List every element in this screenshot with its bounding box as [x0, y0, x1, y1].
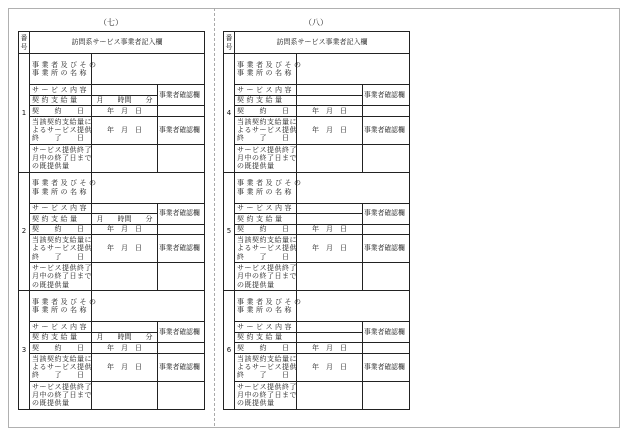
ended-amount-confirm-field[interactable] — [158, 144, 205, 172]
entry-date-row — [224, 106, 410, 117]
entry-ended-row — [19, 263, 205, 291]
entry-ended-row — [224, 263, 410, 291]
service-content-field[interactable] — [92, 322, 158, 333]
label-provider-name: 事業者及びその 事業所の名称 — [235, 54, 297, 85]
entry-name-row — [224, 291, 410, 322]
confirm-label: 事業者確認欄 — [158, 203, 205, 224]
header-bango: 番 号 — [19, 32, 30, 54]
label-service-content: サービス内容 — [235, 203, 297, 214]
confirm-label: 事業者確認欄 — [158, 353, 205, 381]
label-provider-name: 事業者及びその 事業所の名称 — [30, 291, 92, 322]
contract-date-value[interactable]: 年 月 日 — [297, 343, 363, 354]
entry-provided-row — [19, 235, 205, 263]
label-contract-date: 契 約 日 — [235, 343, 297, 354]
provider-name-field[interactable] — [297, 54, 410, 85]
label-ended-amount: サービス提供終了 月中の終了日まで の既提供量 — [30, 263, 92, 291]
entry-date-row — [19, 106, 205, 117]
confirm-label: 事業者確認欄 — [363, 353, 410, 381]
label-ended-amount: サービス提供終了 月中の終了日まで の既提供量 — [30, 381, 92, 409]
label-contract-date: 契 約 日 — [30, 224, 92, 235]
label-provider-name: 事業者及びその 事業所の名称 — [30, 172, 92, 203]
contract-amount-value[interactable] — [297, 214, 363, 225]
entry-ended-row — [19, 381, 205, 409]
label-service-content: サービス内容 — [30, 203, 92, 214]
label-service-content: サービス内容 — [235, 322, 297, 333]
header-title: 訪問系サービス事業者記入欄 — [30, 32, 205, 54]
contract-date-value[interactable]: 年 月 日 — [297, 106, 363, 117]
service-content-field[interactable] — [297, 322, 363, 333]
label-service-content: サービス内容 — [235, 85, 297, 96]
entry-provided-row — [19, 353, 205, 381]
entry-index: 3 — [19, 291, 30, 410]
entry-ended-row — [19, 144, 205, 172]
service-content-field[interactable] — [297, 85, 363, 96]
label-contract-amount: 契約支給量 — [235, 95, 297, 106]
provider-entry-table — [223, 31, 410, 410]
provided-end-date-value[interactable]: 年 月 日 — [297, 235, 363, 263]
contract-amount-value[interactable] — [297, 95, 363, 106]
confirm-label: 事業者確認欄 — [158, 85, 205, 106]
ended-amount-confirm-field[interactable] — [158, 263, 205, 291]
label-provided-end: 当該契約支給量に よるサービス提供 終 了 日 — [30, 116, 92, 144]
confirm-label: 事業者確認欄 — [158, 322, 205, 343]
entry-service-row — [224, 203, 410, 214]
entry-service-row — [19, 322, 205, 333]
provided-end-date-value[interactable]: 年 月 日 — [92, 116, 158, 144]
entry-provided-row — [224, 116, 410, 144]
label-contract-amount: 契約支給量 — [235, 332, 297, 343]
entry-name-row — [19, 54, 205, 85]
ended-amount-confirm-field[interactable] — [363, 263, 410, 291]
label-ended-amount: サービス提供終了 月中の終了日まで の既提供量 — [235, 381, 297, 409]
ended-amount-confirm-field[interactable] — [158, 381, 205, 409]
label-contract-date: 契 約 日 — [235, 224, 297, 235]
entry-date-row — [19, 343, 205, 354]
confirm-label: 事業者確認欄 — [363, 322, 410, 343]
label-provider-name: 事業者及びその 事業所の名称 — [235, 291, 297, 322]
contract-date-confirm-field[interactable] — [158, 106, 205, 117]
entry-provided-row — [19, 116, 205, 144]
ended-amount-field[interactable] — [92, 381, 158, 409]
confirm-label: 事業者確認欄 — [158, 235, 205, 263]
ended-amount-field[interactable] — [297, 381, 363, 409]
entry-index: 1 — [19, 54, 30, 173]
contract-amount-value[interactable]: 月 時間 分 — [92, 332, 158, 343]
label-provided-end: 当該契約支給量に よるサービス提供 終 了 日 — [235, 353, 297, 381]
table-header-row — [224, 32, 410, 54]
header-title: 訪問系サービス事業者記入欄 — [235, 32, 410, 54]
ended-amount-confirm-field[interactable] — [363, 144, 410, 172]
provider-name-field[interactable] — [92, 54, 205, 85]
label-ended-amount: サービス提供終了 月中の終了日まで の既提供量 — [30, 144, 92, 172]
service-content-field[interactable] — [92, 203, 158, 214]
confirm-label: 事業者確認欄 — [363, 235, 410, 263]
contract-date-confirm-field[interactable] — [363, 106, 410, 117]
label-contract-amount: 契約支給量 — [30, 95, 92, 106]
label-provided-end: 当該契約支給量に よるサービス提供 終 了 日 — [30, 353, 92, 381]
provider-name-field[interactable] — [297, 291, 410, 322]
entry-provided-row — [224, 353, 410, 381]
provided-end-date-value[interactable]: 年 月 日 — [297, 116, 363, 144]
entry-service-row — [224, 322, 410, 333]
service-content-field[interactable] — [92, 85, 158, 96]
confirm-label: 事業者確認欄 — [158, 116, 205, 144]
label-service-content: サービス内容 — [30, 322, 92, 333]
entry-service-row — [19, 203, 205, 214]
provider-name-field[interactable] — [92, 172, 205, 203]
ended-amount-field[interactable] — [297, 263, 363, 291]
provider-entry-table — [18, 31, 205, 410]
contract-date-value[interactable]: 年 月 日 — [92, 343, 158, 354]
label-provided-end: 当該契約支給量に よるサービス提供 終 了 日 — [235, 116, 297, 144]
entry-date-row — [224, 224, 410, 235]
label-contract-amount: 契約支給量 — [235, 214, 297, 225]
entry-name-row — [224, 54, 410, 85]
entry-index: 2 — [19, 172, 30, 291]
confirm-label: 事業者確認欄 — [363, 85, 410, 106]
column-number: （七） — [99, 18, 123, 27]
contract-date-confirm-field[interactable] — [363, 224, 410, 235]
contract-amount-value[interactable]: 月 時間 分 — [92, 95, 158, 106]
page-divider — [214, 8, 215, 426]
entry-ended-row — [224, 381, 410, 409]
ended-amount-field[interactable] — [297, 144, 363, 172]
entry-provided-row — [224, 235, 410, 263]
label-service-content: サービス内容 — [30, 85, 92, 96]
contract-date-value[interactable]: 年 月 日 — [92, 106, 158, 117]
provider-name-field[interactable] — [297, 172, 410, 203]
label-ended-amount: サービス提供終了 月中の終了日まで の既提供量 — [235, 144, 297, 172]
contract-amount-value[interactable] — [297, 332, 363, 343]
contract-date-confirm-field[interactable] — [158, 224, 205, 235]
label-contract-date: 契 約 日 — [30, 343, 92, 354]
ended-amount-confirm-field[interactable] — [363, 381, 410, 409]
provider-name-field[interactable] — [92, 291, 205, 322]
table-header-row — [19, 32, 205, 54]
contract-date-value[interactable]: 年 月 日 — [92, 224, 158, 235]
ended-amount-field[interactable] — [92, 144, 158, 172]
label-provider-name: 事業者及びその 事業所の名称 — [235, 172, 297, 203]
entry-date-row — [19, 224, 205, 235]
column-number: （八） — [304, 18, 328, 27]
service-content-field[interactable] — [297, 203, 363, 214]
provided-end-date-value[interactable]: 年 月 日 — [92, 235, 158, 263]
label-provider-name: 事業者及びその 事業所の名称 — [30, 54, 92, 85]
contract-date-value[interactable]: 年 月 日 — [297, 224, 363, 235]
provided-end-date-value[interactable]: 年 月 日 — [92, 353, 158, 381]
entry-name-row — [19, 291, 205, 322]
confirm-label: 事業者確認欄 — [363, 116, 410, 144]
ended-amount-field[interactable] — [92, 263, 158, 291]
provided-end-date-value[interactable]: 年 月 日 — [297, 353, 363, 381]
contract-amount-value[interactable]: 月 時間 分 — [92, 214, 158, 225]
entry-index: 6 — [224, 291, 235, 410]
entry-date-row — [224, 343, 410, 354]
label-contract-date: 契 約 日 — [235, 106, 297, 117]
header-bango: 番 号 — [224, 32, 235, 54]
label-ended-amount: サービス提供終了 月中の終了日まで の既提供量 — [235, 263, 297, 291]
confirm-label: 事業者確認欄 — [363, 203, 410, 224]
entry-name-row — [224, 172, 410, 203]
label-provided-end: 当該契約支給量に よるサービス提供 終 了 日 — [235, 235, 297, 263]
entry-index: 5 — [224, 172, 235, 291]
contract-date-confirm-field[interactable] — [158, 343, 205, 354]
label-provided-end: 当該契約支給量に よるサービス提供 終 了 日 — [30, 235, 92, 263]
label-contract-amount: 契約支給量 — [30, 332, 92, 343]
entry-ended-row — [224, 144, 410, 172]
contract-date-confirm-field[interactable] — [363, 343, 410, 354]
entry-index: 4 — [224, 54, 235, 173]
entry-service-row — [224, 85, 410, 96]
label-contract-amount: 契約支給量 — [30, 214, 92, 225]
label-contract-date: 契 約 日 — [30, 106, 92, 117]
entry-name-row — [19, 172, 205, 203]
entry-service-row — [19, 85, 205, 96]
